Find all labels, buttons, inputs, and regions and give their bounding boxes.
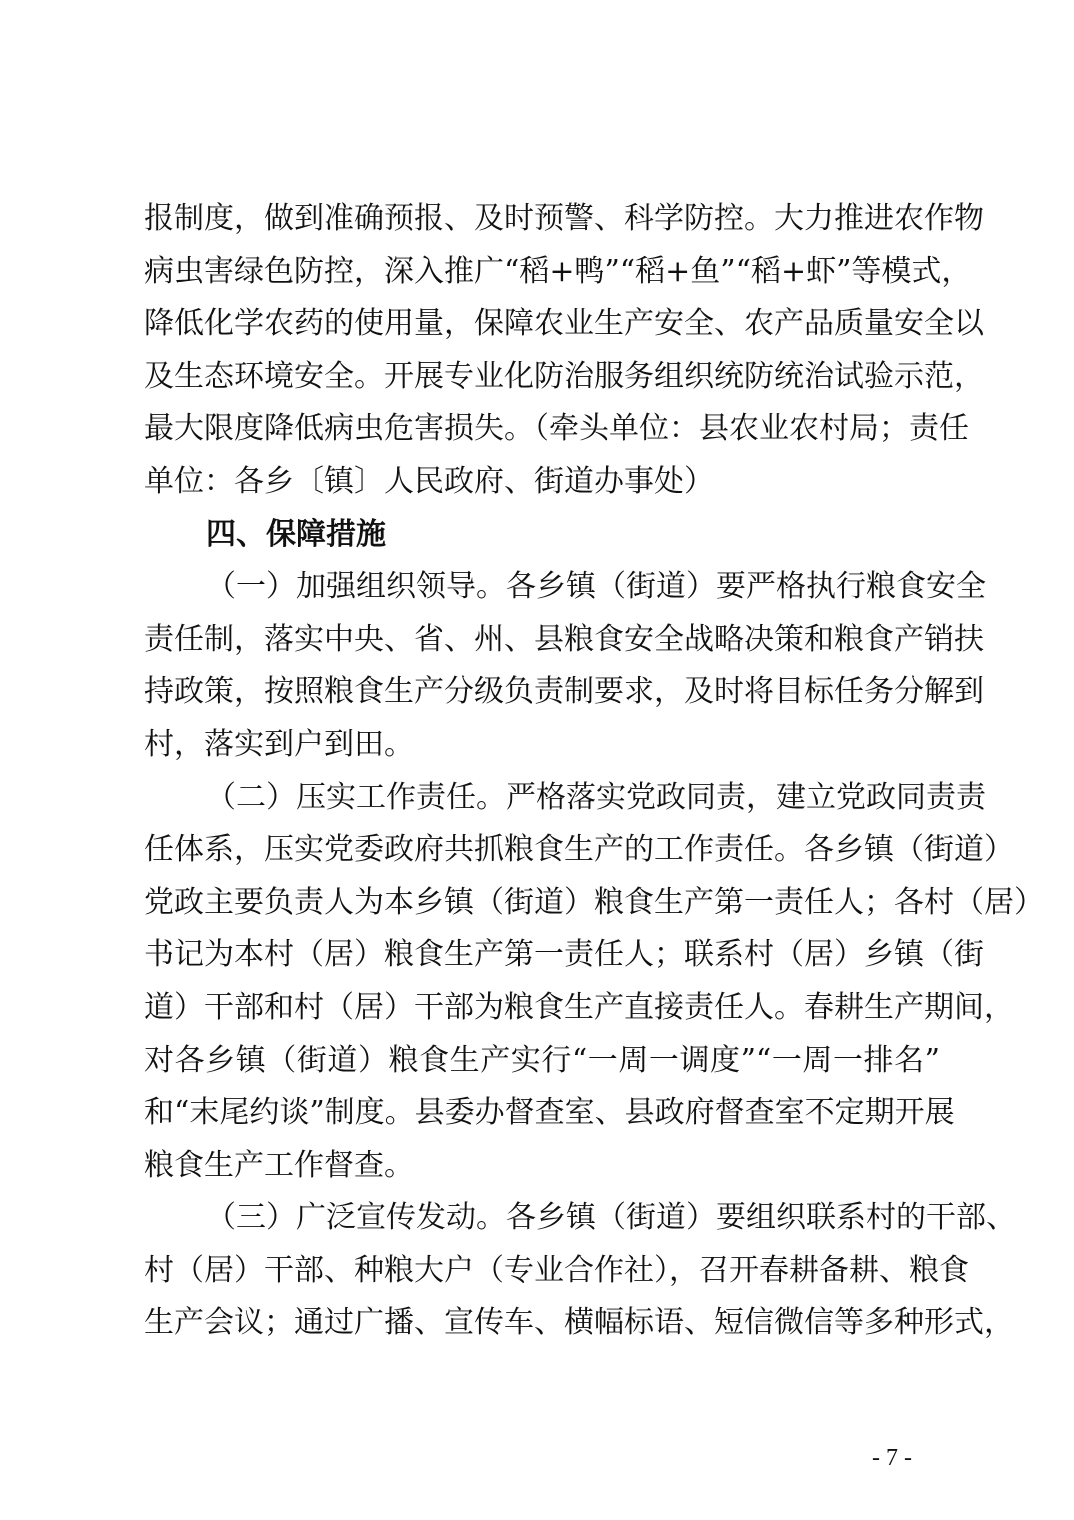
text-line: 村，落实到户到田。 (144, 726, 414, 762)
text-line: 最大限度降低病虫危害损失。（牵头单位：县农业农村局；责任 (144, 411, 969, 447)
text-line: 和“末尾约谈”制度。县委办督查室、县政府督查室不定期开展 (144, 1095, 955, 1131)
text-line: 报制度，做到准确预报、及时预警、科学防控。大力推进农作物 (144, 201, 984, 236)
section-heading: 四、保障措施 (206, 516, 386, 552)
paragraph-start-line: （一）加强组织领导。各乡镇（街道）要严格执行粮食安全 (206, 569, 986, 605)
text-line: 道）干部和村（居）干部为粮食生产直接责任人。春耕生产期间， (144, 989, 1014, 1025)
text-line: 对各乡镇（街道）粮食生产实行“一周一调度”“一周一排名” (144, 1042, 940, 1078)
text-line: 书记为本村（居）粮食生产第一责任人；联系村（居）乡镇（街 (144, 937, 984, 973)
text-line: 责任制，落实中央、省、州、县粮食安全战略决策和粮食产销扶 (144, 621, 984, 657)
text-line: 单位：各乡〔镇〕人民政府、街道办事处） (144, 463, 714, 499)
text-line: 党政主要负责人为本乡镇（街道）粮食生产第一责任人；各村（居） (144, 884, 1044, 920)
paragraph-start-line: （二）压实工作责任。严格落实党政同责，建立党政同责责 (206, 779, 986, 815)
body-text (144, 193, 1044, 1350)
text-line: 病虫害绿色防控，深入推广“稻+鸭”“稻+鱼”“稻+虾”等模式， (144, 253, 972, 289)
text-line: 及生态环境安全。开展专业化防治服务组织统防统治试验示范， (144, 358, 984, 394)
text-line: 村（居）干部、种粮大户（专业合作社），召开春耕备耕、粮食 (144, 1252, 969, 1288)
text-line: 持政策，按照粮食生产分级负责制要求，及时将目标任务分解到 (144, 674, 984, 710)
page-number: - 7 - (872, 1445, 912, 1471)
text-line: 降低化学农药的使用量，保障农业生产安全、农产品质量安全以 (144, 306, 984, 342)
text-line: 任体系，压实党委政府共抓粮食生产的工作责任。各乡镇（街道） (144, 832, 1014, 868)
text-line: 生产会议；通过广播、宣传车、横幅标语、短信微信等多种形式， (144, 1305, 1014, 1341)
text-line: 粮食生产工作督查。 (144, 1147, 414, 1183)
paragraph-start-line: （三）广泛宣传发动。各乡镇（街道）要组织联系村的干部、 (206, 1200, 1016, 1236)
